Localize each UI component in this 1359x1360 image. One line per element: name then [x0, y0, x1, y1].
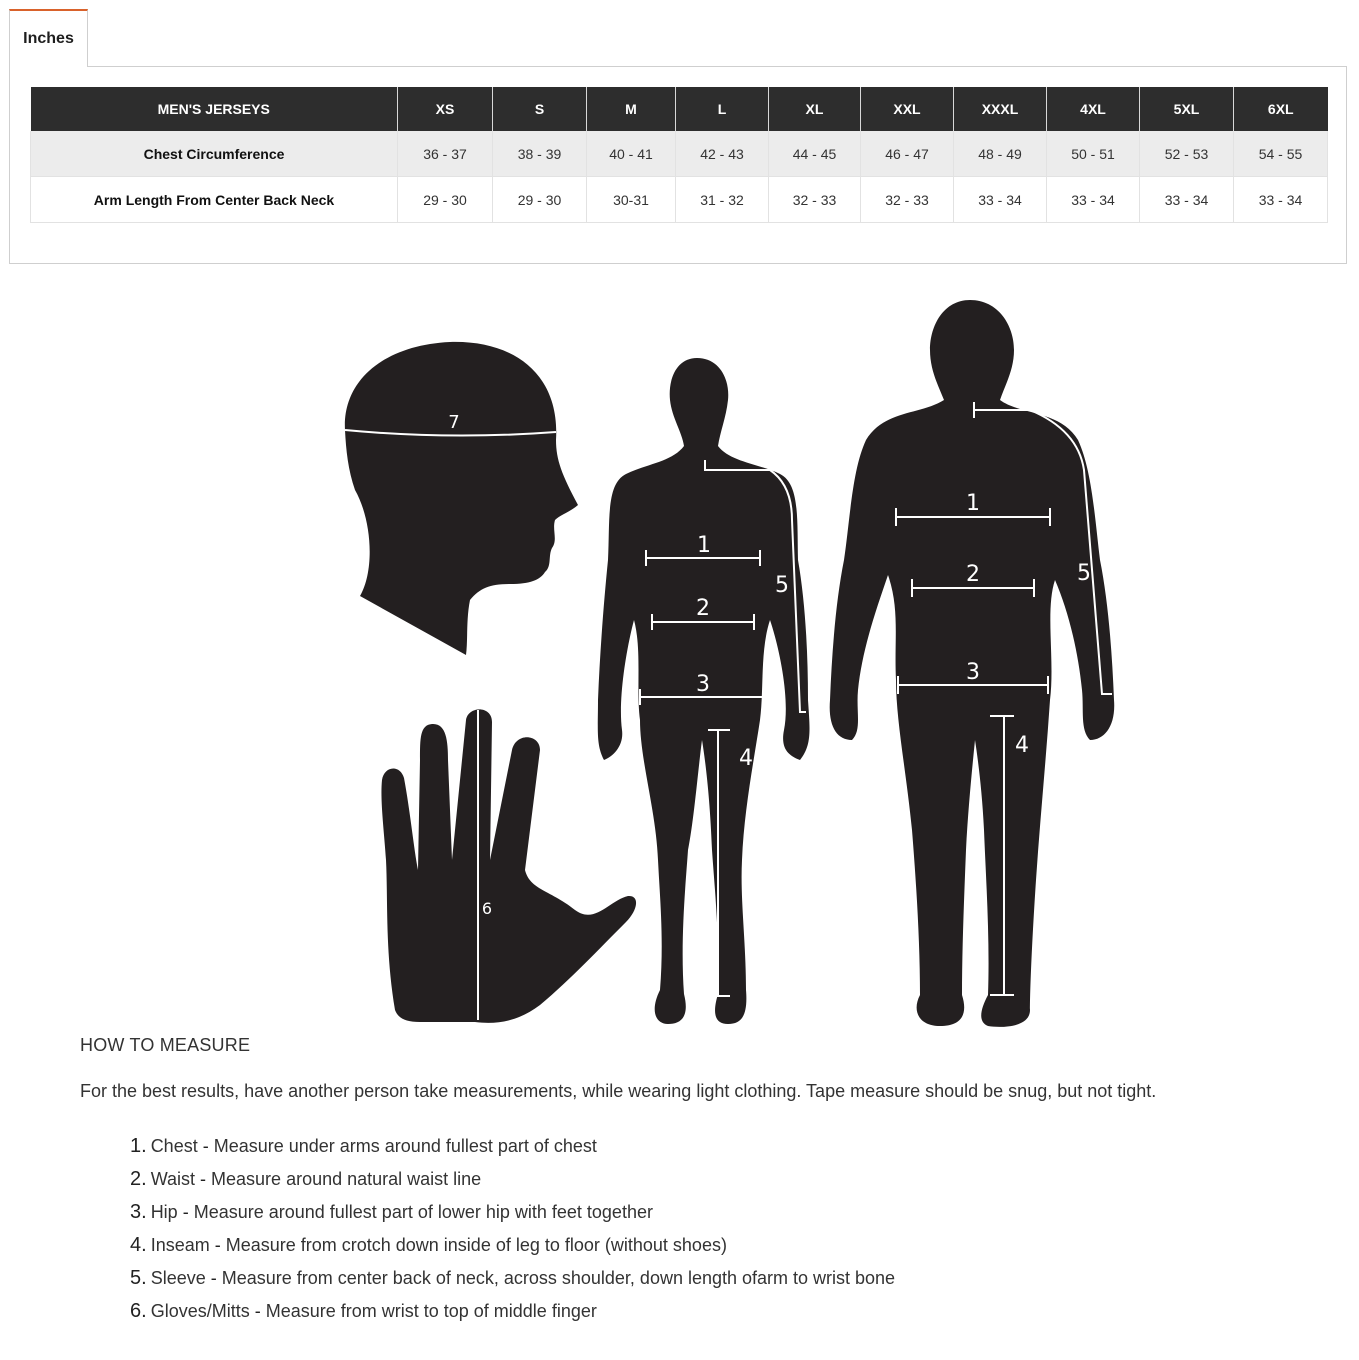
- man-label-2: 2: [966, 562, 980, 587]
- man-label-3: 3: [966, 660, 980, 685]
- step-term: Waist: [150, 1169, 196, 1189]
- step-description: Measure from center back of neck, across shoulder, down length ofarm to wrist bone: [221, 1268, 896, 1288]
- step-term: Gloves/Mitts: [150, 1301, 250, 1321]
- step-separator: -: [210, 1268, 217, 1288]
- list-item: [130, 1196, 895, 1229]
- table-row: [31, 131, 1328, 177]
- step-number: 2.: [130, 1168, 147, 1190]
- header-size-xl: XL: [769, 87, 861, 131]
- step-separator: -: [182, 1202, 189, 1222]
- table-cell: 33 - 34: [1140, 177, 1234, 223]
- header-size-s: S: [493, 87, 587, 131]
- woman-label-4: 4: [739, 746, 753, 771]
- table-cell: 32 - 33: [861, 177, 954, 223]
- woman-label-2: 2: [696, 596, 710, 621]
- header-size-xxl: XXL: [861, 87, 954, 131]
- step-description: Measure under arms around fullest part of chest: [213, 1136, 597, 1156]
- step-description: Measure around fullest part of lower hip with feet together: [193, 1202, 653, 1222]
- man-label-1: 1: [966, 491, 980, 516]
- table-cell: 32 - 33: [769, 177, 861, 223]
- man-label-5: 5: [1077, 561, 1091, 586]
- step-separator: -: [254, 1301, 261, 1321]
- table-cell: 29 - 30: [398, 177, 493, 223]
- table-cell: 33 - 34: [1047, 177, 1140, 223]
- step-number: 5.: [130, 1267, 147, 1289]
- header-category: MEN'S JERSEYS: [31, 87, 398, 131]
- woman-label-3: 3: [696, 672, 710, 697]
- step-number: 3.: [130, 1201, 147, 1223]
- table-header-row: [31, 87, 1328, 131]
- step-description: Measure around natural waist line: [211, 1169, 482, 1189]
- table-cell: 50 - 51: [1047, 131, 1140, 177]
- man-label-4: 4: [1015, 733, 1029, 758]
- header-size-xs: XS: [398, 87, 493, 131]
- head-silhouette: [345, 342, 578, 655]
- header-size-5xl: 5XL: [1140, 87, 1234, 131]
- measurement-diagram: [330, 290, 1130, 1030]
- row-label: Chest Circumference: [31, 131, 398, 177]
- step-number: 1.: [130, 1135, 147, 1157]
- size-chart-panel: [9, 66, 1347, 264]
- step-description: Measure from wrist to top of middle finger: [265, 1301, 597, 1321]
- step-term: Sleeve: [150, 1268, 206, 1288]
- table-cell: 52 - 53: [1140, 131, 1234, 177]
- tab-inches-label: Inches: [23, 30, 74, 47]
- table-cell: 54 - 55: [1234, 131, 1328, 177]
- header-size-xxxl: XXXL: [954, 87, 1047, 131]
- how-to-measure-intro: For the best results, have another person take measurements, while wearing light clothing. Tape measure should be snug, but not tight.: [80, 1081, 1157, 1101]
- step-description: Measure from crotch down inside of leg to floor (without shoes): [225, 1235, 727, 1255]
- step-number: 6.: [130, 1300, 147, 1322]
- table-cell: 30-31: [587, 177, 676, 223]
- head-label: 7: [448, 412, 460, 433]
- step-number: 4.: [130, 1234, 147, 1256]
- header-size-4xl: 4XL: [1047, 87, 1140, 131]
- list-item: [130, 1295, 895, 1328]
- table-cell: 40 - 41: [587, 131, 676, 177]
- list-item: [130, 1229, 895, 1262]
- header-size-m: M: [587, 87, 676, 131]
- woman-label-5: 5: [775, 573, 789, 598]
- table-cell: 48 - 49: [954, 131, 1047, 177]
- table-cell: 33 - 34: [954, 177, 1047, 223]
- tab-inches[interactable]: [9, 9, 88, 67]
- step-term: Hip: [150, 1202, 178, 1222]
- header-size-l: L: [676, 87, 769, 131]
- table-cell: 44 - 45: [769, 131, 861, 177]
- woman-label-1: 1: [697, 533, 711, 558]
- list-item: [130, 1262, 895, 1295]
- table-cell: 29 - 30: [493, 177, 587, 223]
- step-separator: -: [200, 1169, 207, 1189]
- step-term: Chest: [150, 1136, 198, 1156]
- list-item: [130, 1163, 895, 1196]
- table-cell: 38 - 39: [493, 131, 587, 177]
- how-to-measure-title: HOW TO MEASURE: [80, 1035, 251, 1055]
- size-chart-table: [30, 87, 1328, 223]
- table-cell: 31 - 32: [676, 177, 769, 223]
- table-cell: 36 - 37: [398, 131, 493, 177]
- hand-label: 6: [481, 899, 493, 918]
- hand-silhouette: [381, 709, 636, 1022]
- table-cell: 46 - 47: [861, 131, 954, 177]
- step-term: Inseam: [150, 1235, 210, 1255]
- measurement-steps-list: [130, 1130, 895, 1328]
- table-cell: 33 - 34: [1234, 177, 1328, 223]
- table-row: [31, 177, 1328, 223]
- row-label: Arm Length From Center Back Neck: [31, 177, 398, 223]
- table-cell: 42 - 43: [676, 131, 769, 177]
- list-item: [130, 1130, 895, 1163]
- header-size-6xl: 6XL: [1234, 87, 1328, 131]
- step-separator: -: [214, 1235, 221, 1255]
- step-separator: -: [202, 1136, 209, 1156]
